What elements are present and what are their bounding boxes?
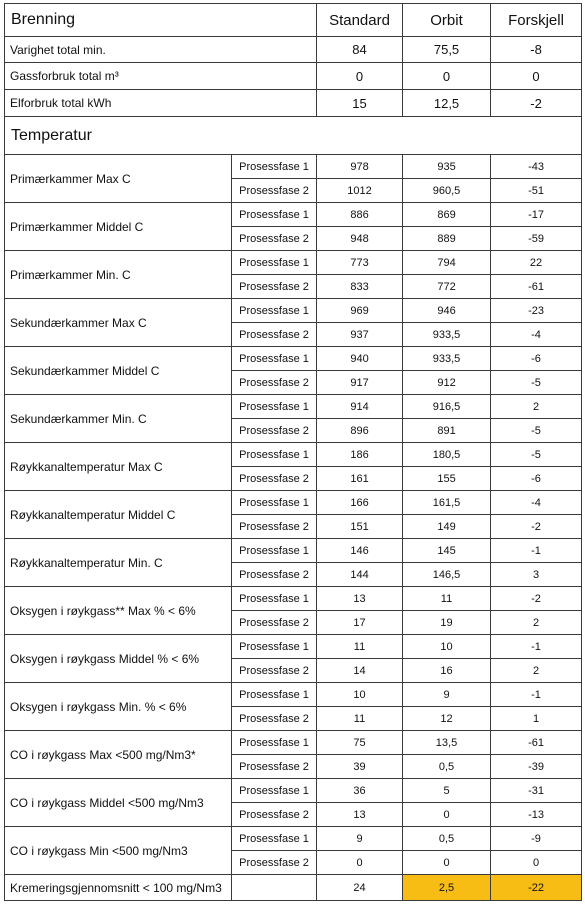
phase-label: Prosessfase 2: [232, 659, 317, 683]
header-row: [5, 4, 582, 37]
diff-value: -1: [491, 539, 582, 563]
orbit-value: 0,5: [403, 827, 491, 851]
footer-label: Kremeringsgjennomsnitt < 100 mg/Nm3: [5, 875, 232, 901]
col-header-standard: Standard: [317, 4, 403, 37]
table-row: [5, 587, 582, 611]
metric-label: CO i røykgass Max <500 mg/Nm3*: [5, 731, 232, 779]
phase-label: Prosessfase 2: [232, 707, 317, 731]
phase-label: Prosessfase 2: [232, 179, 317, 203]
metric-label: Sekundærkammer Min. C: [5, 395, 232, 443]
phase-label: Prosessfase 2: [232, 611, 317, 635]
summary-diff: 0: [491, 63, 582, 90]
phase-label: Prosessfase 2: [232, 851, 317, 875]
standard-value: 917: [317, 371, 403, 395]
summary-label: Gassforbruk total m³: [5, 63, 317, 90]
orbit-value: 180,5: [403, 443, 491, 467]
footer-standard: 24: [317, 875, 403, 901]
standard-value: 166: [317, 491, 403, 515]
table-row: [5, 779, 582, 803]
col-header-diff: Forskjell: [491, 4, 582, 37]
footer-row: [5, 875, 582, 901]
phase-label: Prosessfase 1: [232, 539, 317, 563]
diff-value: 1: [491, 707, 582, 731]
phase-label: Prosessfase 1: [232, 155, 317, 179]
summary-standard: 0: [317, 63, 403, 90]
diff-value: -1: [491, 683, 582, 707]
phase-label: Prosessfase 2: [232, 419, 317, 443]
diff-value: -61: [491, 731, 582, 755]
table-row: [5, 347, 582, 371]
orbit-value: 916,5: [403, 395, 491, 419]
orbit-value: 0: [403, 851, 491, 875]
phase-label: Prosessfase 1: [232, 683, 317, 707]
table-row: [5, 635, 582, 659]
diff-value: -9: [491, 827, 582, 851]
standard-value: 144: [317, 563, 403, 587]
diff-value: -6: [491, 347, 582, 371]
metric-label: Sekundærkammer Middel C: [5, 347, 232, 395]
summary-label: Varighet total min.: [5, 37, 317, 63]
metric-label: Primærkammer Middel C: [5, 203, 232, 251]
table-row: [5, 299, 582, 323]
phase-label: Prosessfase 2: [232, 323, 317, 347]
orbit-value: 891: [403, 419, 491, 443]
phase-label: Prosessfase 1: [232, 395, 317, 419]
diff-value: 2: [491, 611, 582, 635]
summary-diff: -2: [491, 90, 582, 117]
standard-value: 151: [317, 515, 403, 539]
table-row: [5, 203, 582, 227]
metric-label: Primærkammer Min. C: [5, 251, 232, 299]
orbit-value: 19: [403, 611, 491, 635]
orbit-value: 12: [403, 707, 491, 731]
standard-value: 940: [317, 347, 403, 371]
diff-value: -39: [491, 755, 582, 779]
orbit-value: 145: [403, 539, 491, 563]
metric-label: Røykkanaltemperatur Middel C: [5, 491, 232, 539]
diff-value: -5: [491, 371, 582, 395]
phase-label: Prosessfase 1: [232, 491, 317, 515]
phase-label: Prosessfase 2: [232, 755, 317, 779]
metric-label: Oksygen i røykgass Min. % < 6%: [5, 683, 232, 731]
orbit-value: 161,5: [403, 491, 491, 515]
phase-label: Prosessfase 1: [232, 443, 317, 467]
diff-value: -13: [491, 803, 582, 827]
metric-label: Røykkanaltemperatur Max C: [5, 443, 232, 491]
standard-value: 0: [317, 851, 403, 875]
diff-value: -31: [491, 779, 582, 803]
orbit-value: 935: [403, 155, 491, 179]
orbit-value: 10: [403, 635, 491, 659]
summary-standard: 84: [317, 37, 403, 63]
col-header-orbit: Orbit: [403, 4, 491, 37]
orbit-value: 9: [403, 683, 491, 707]
standard-value: 937: [317, 323, 403, 347]
diff-value: 2: [491, 659, 582, 683]
standard-value: 146: [317, 539, 403, 563]
metric-label: Sekundærkammer Max C: [5, 299, 232, 347]
summary-row: [5, 37, 582, 63]
standard-value: 161: [317, 467, 403, 491]
standard-value: 10: [317, 683, 403, 707]
diff-value: 2: [491, 395, 582, 419]
standard-value: 36: [317, 779, 403, 803]
table-body: [5, 4, 582, 901]
table-row: [5, 683, 582, 707]
summary-orbit: 75,5: [403, 37, 491, 63]
orbit-value: 155: [403, 467, 491, 491]
phase-label: Prosessfase 1: [232, 251, 317, 275]
summary-label: Elforbruk total kWh: [5, 90, 317, 117]
phase-label: Prosessfase 1: [232, 635, 317, 659]
standard-value: 1012: [317, 179, 403, 203]
diff-value: -5: [491, 443, 582, 467]
diff-value: -61: [491, 275, 582, 299]
standard-value: 978: [317, 155, 403, 179]
standard-value: 17: [317, 611, 403, 635]
metric-label: Oksygen i røykgass** Max % < 6%: [5, 587, 232, 635]
summary-row: [5, 90, 582, 117]
diff-value: -51: [491, 179, 582, 203]
phase-label: Prosessfase 2: [232, 371, 317, 395]
standard-value: 11: [317, 707, 403, 731]
standard-value: 75: [317, 731, 403, 755]
table-row: [5, 443, 582, 467]
phase-label: Prosessfase 2: [232, 467, 317, 491]
orbit-value: 149: [403, 515, 491, 539]
phase-label: Prosessfase 1: [232, 587, 317, 611]
orbit-value: 16: [403, 659, 491, 683]
orbit-value: 146,5: [403, 563, 491, 587]
phase-label: Prosessfase 1: [232, 779, 317, 803]
standard-value: 948: [317, 227, 403, 251]
standard-value: 9: [317, 827, 403, 851]
diff-value: -23: [491, 299, 582, 323]
orbit-value: 912: [403, 371, 491, 395]
standard-value: 14: [317, 659, 403, 683]
diff-value: 22: [491, 251, 582, 275]
table-row: [5, 395, 582, 419]
metric-label: Røykkanaltemperatur Min. C: [5, 539, 232, 587]
diff-value: -43: [491, 155, 582, 179]
footer-phase-empty: [232, 875, 317, 901]
summary-orbit: 12,5: [403, 90, 491, 117]
phase-label: Prosessfase 2: [232, 227, 317, 251]
standard-value: 39: [317, 755, 403, 779]
orbit-value: 889: [403, 227, 491, 251]
phase-label: Prosessfase 2: [232, 275, 317, 299]
phase-label: Prosessfase 2: [232, 563, 317, 587]
diff-value: 0: [491, 851, 582, 875]
standard-value: 11: [317, 635, 403, 659]
phase-label: Prosessfase 1: [232, 299, 317, 323]
table-row: [5, 827, 582, 851]
diff-value: -4: [491, 323, 582, 347]
orbit-value: 933,5: [403, 347, 491, 371]
standard-value: 896: [317, 419, 403, 443]
diff-value: -17: [491, 203, 582, 227]
phase-label: Prosessfase 1: [232, 347, 317, 371]
orbit-value: 5: [403, 779, 491, 803]
diff-value: -2: [491, 587, 582, 611]
standard-value: 886: [317, 203, 403, 227]
standard-value: 13: [317, 587, 403, 611]
metric-label: CO i røykgass Min <500 mg/Nm3: [5, 827, 232, 875]
orbit-value: 0: [403, 803, 491, 827]
section-title: Temperatur: [5, 117, 582, 155]
summary-row: [5, 63, 582, 90]
diff-value: -2: [491, 515, 582, 539]
phase-label: Prosessfase 1: [232, 203, 317, 227]
phase-label: Prosessfase 2: [232, 803, 317, 827]
standard-value: 13: [317, 803, 403, 827]
table-row: [5, 251, 582, 275]
summary-diff: -8: [491, 37, 582, 63]
standard-value: 833: [317, 275, 403, 299]
diff-value: -5: [491, 419, 582, 443]
summary-standard: 15: [317, 90, 403, 117]
diff-value: 3: [491, 563, 582, 587]
orbit-value: 0,5: [403, 755, 491, 779]
phase-label: Prosessfase 1: [232, 731, 317, 755]
orbit-value: 11: [403, 587, 491, 611]
orbit-value: 13,5: [403, 731, 491, 755]
orbit-value: 869: [403, 203, 491, 227]
metric-label: Oksygen i røykgass Middel % < 6%: [5, 635, 232, 683]
orbit-value: 933,5: [403, 323, 491, 347]
phase-label: Prosessfase 2: [232, 515, 317, 539]
metric-label: Primærkammer Max C: [5, 155, 232, 203]
diff-value: -4: [491, 491, 582, 515]
footer-diff-highlight: -22: [491, 875, 582, 901]
table-row: [5, 539, 582, 563]
summary-orbit: 0: [403, 63, 491, 90]
orbit-value: 960,5: [403, 179, 491, 203]
orbit-value: 794: [403, 251, 491, 275]
diff-value: -1: [491, 635, 582, 659]
footer-orbit-highlight: 2,5: [403, 875, 491, 901]
standard-value: 914: [317, 395, 403, 419]
standard-value: 773: [317, 251, 403, 275]
section-row: [5, 117, 582, 155]
emissions-table: [4, 3, 582, 901]
table-row: [5, 155, 582, 179]
standard-value: 969: [317, 299, 403, 323]
orbit-value: 946: [403, 299, 491, 323]
diff-value: -6: [491, 467, 582, 491]
metric-label: CO i røykgass Middel <500 mg/Nm3: [5, 779, 232, 827]
orbit-value: 772: [403, 275, 491, 299]
table-row: [5, 731, 582, 755]
table-row: [5, 491, 582, 515]
diff-value: -59: [491, 227, 582, 251]
phase-label: Prosessfase 1: [232, 827, 317, 851]
table-title: Brenning: [5, 4, 317, 37]
standard-value: 186: [317, 443, 403, 467]
